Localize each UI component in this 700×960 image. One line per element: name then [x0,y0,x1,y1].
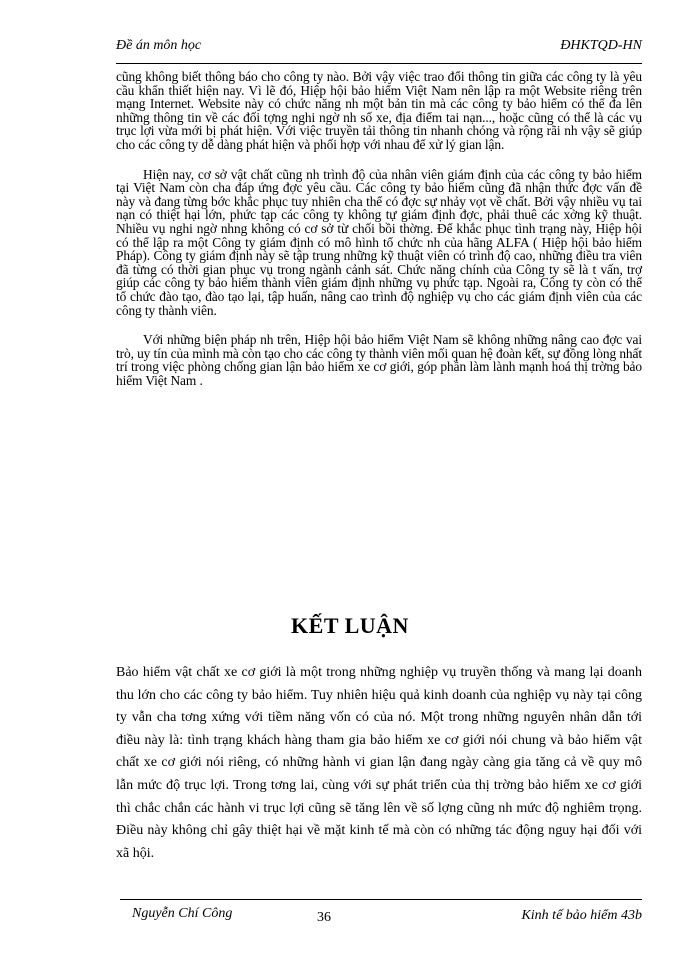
footer-divider [120,899,642,900]
document-type: Đề án môn học [116,38,202,53]
author-name: Nguyễn Chí Công [132,906,233,921]
conclusion-heading: KẾT LUẬN [291,613,409,638]
conclusion-text [116,662,642,865]
header-divider [116,63,642,64]
university-name: ĐHKTQD-HN [560,38,642,53]
body-text [116,70,642,403]
paragraph-1: cũng không biết thông báo cho công ty nào. Bởi vậy việc trao đổi thông tin giữa các công ty là yêu cầu khẩn thiết hiện nay. Vì lẽ đó, Hiệp hội bảo hiểm Việt Nam nên lập ra một Website riêng trên mạng Internet. Website này có chức năng nh một bản tin mà các công ty bảo hiểm có thể đa lên những thông tin về các đối tợng nghi ngờ nh số xe, địa điểm tai nạn..., hoặc cũng có thể là các vụ trục lợi vừa mới bị phát hiện. Với việc truyền tải thông tin nhanh chóng và rộng rãi nh vậy sẽ giúp cho các công ty dễ dàng phát hiện và phối hợp với nhau để xử lý gian lận. [116,69,642,152]
paragraph-2: Hiện nay, cơ sở vật chất cũng nh trình độ của nhân viên giám định của các công ty bảo hiểm tại Việt Nam còn cha đáp ứng đợc yêu cầu. Các công ty bảo hiểm cũng đã nhận thức đợc vấn đề này và đang từng bớc khắc phục tuy nhiên cha thể có đợc sự nhảy vọt về chất. Bởi vậy nhiều vụ tai nạn có thiệt hại lớn, phức tạp các công ty không tự giám định đợc, phải thuê các xởng kỹ thuật. Nhiều vụ nghi ngờ nhng không có cơ sở từ chối bồi thờng. Để khắc phục tình trạng này, Hiệp hội có thể lập ra một Công ty giám định có mô hình tổ chức nh của hãng ALFA ( Hiệp hội bảo hiểm Pháp). Công ty giám định này sẽ tập trung những kỹ thuật viên có trình độ cao, những điều tra viên đã từng có thời gian phục vụ trong ngành cảnh sát. Chức năng chính của Công ty sẽ là t vấn, trợ giúp các công ty bảo hiểm thành viên giám định những vụ phức tạp. Ngoài ra, Công ty còn có thể tổ chức đào tạo, đào tạo lại, tập huấn, nâng cao trình độ nghiệp vụ cho các giám định viên của các công ty thành viên. [116,166,642,318]
course-name: Kinh tế bảo hiểm 43b [521,908,642,923]
paragraph-3: Với những biện pháp nh trên, Hiệp hội bảo hiểm Việt Nam sẽ không những nâng cao đợc vai trò, uy tín của mình mà còn tạo cho các công ty thành viên mối quan hệ đoàn kết, sự đồng lòng nhất trí trong việc phòng chống gian lận bảo hiểm xe cơ giới, góp phần làm lành mạnh hoá thị trờng bảo hiểm Việt Nam . [116,332,642,388]
page-footer [120,906,642,930]
page-header [116,38,642,60]
page-number: 36 [317,910,331,925]
conclusion-paragraph: Bảo hiểm vật chất xe cơ giới là một trong những nghiệp vụ truyền thống và mang lại doanh thu lớn cho các công ty bảo hiểm. Tuy nhiên hiệu quả kinh doanh của nghiệp vụ này tại công ty vẫn cha tơng xứng với tiềm năng vốn có của nó. Một trong những nguyên nhân dẫn tới điều này là: tình trạng khách hàng tham gia bảo hiểm xe cơ giới nói chung và bảo hiểm vật chất xe cơ giới nói riêng, có những hành vi gian lận đang ngày càng gia tăng cả về quy mô lẫn mức độ trục lợi. Trong tơng lai, cùng với sự phát triển của thị trờng bảo hiểm xe cơ giới thì chắc chắn các hành vi trục lợi cũng sẽ tăng lên về số lợng cũng nh mức độ nghiêm trọng. Điều này không chỉ gây thiệt hại về mặt kinh tế mà còn có những tác động nguy hại đối với xã hội. [116,665,642,861]
